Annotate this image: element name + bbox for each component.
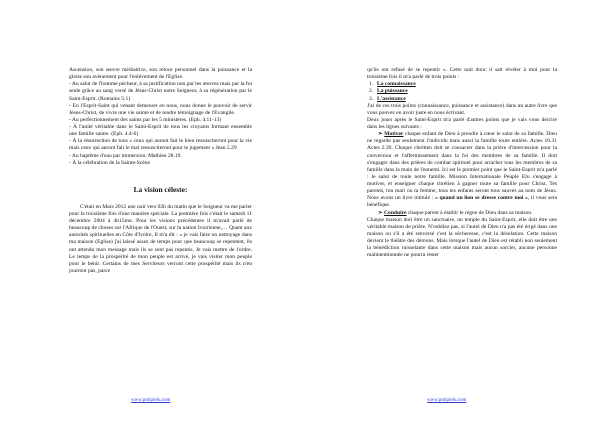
list-label: L'assistance (377, 95, 406, 102)
conduire-label: Conduire (384, 209, 407, 216)
three-points-list (367, 81, 557, 102)
arrow-bullet-icon: ➢ (378, 131, 383, 138)
creed-line: - À l'unité véritable dans le Saint-Esprit de tous les croyants formant ensemble une famille sainte. (Eph. 4.4-6) (69, 124, 252, 138)
conduire-paragraph (367, 210, 557, 217)
list-number: 2. (369, 88, 374, 95)
list-item (367, 88, 557, 95)
creed-line: - À la résurrection de tous « ceux qui auront fait le bien ressusciteront pour la vie mais ceux qui auront fait le mal ressusciteront pour le jugement » Jean 5.29 (69, 138, 252, 152)
right-page (300, 0, 600, 424)
list-number: 3. (369, 95, 374, 102)
list-number: 1. (369, 81, 374, 88)
creed-line: - Au baptême d'eau par immersion. Mathieu 28.19. (69, 152, 182, 159)
motiver-text: chaque enfant de Dieu à prendre à cœur le salut de sa famille. Dieu ne regarde pas seulement l'individu mais aussi la famille toute entière. Actes 16.31 Actes 2.39. Chaque chrétien doit se consacrer dans la prière d'intercession pour la conversion et l'affermissement dans la foi des membres de sa famille. Il doit s'engager dans des prières de combat spirituel pour arracher tous les membres de sa famille dans la main de l'ennemi. Ici est le premier point que le Saint-Esprit m'a parlé : le salut de toute notre famille. Mission Internationale Peuple Elu s'engage à motiver, et enseigner chaque chrétien à gagner toute sa famille pour Christ. Tes parents, ton mari ou ta femme, tous tes enfants seront tous sauvés au nom de Jésus. Nous avons un livre intitulé : (367, 131, 557, 202)
creed-line: Ascension, son œuvre médiatrice, son retour personnel dans la puissance et la gloire son avènement pour l'enlèvement de l'Eglise. (69, 67, 252, 81)
list-label: La connaissance (377, 81, 416, 88)
creed-line: - En l'Esprit-Saint qui venant demeurer en nous, nous donne le pouvoir de servir Jésus-Christ, de vivre une vie sainte et de rendre témoignage de l'Evangile. (69, 102, 252, 116)
vision-paragraph: C'était en Mars 2012 une nuit vers 02h du matin que le Seigneur va me parler pour la troisième fois d'une manière spéciale. La première fois c'était le samedi 11 décembre 2004 à 4h15mn. Pour les visions précédentes il m'avait parlé de beaucoup de choses sur l'Afrique de l'Ouest, sur la nation Ivoirienne,… Quant aux autorités spirituelles en Côte d'Ivoire, Il m'a dit : « je vais faire un nettoyage dans ma maison (Eglise) j'ai laissé assez de temps pour que beaucoup se repentent, ils ont attendu mon message mais ils se sont pas repentis. Je vais mettre de l'ordre. Le temps de la prospérité de mon peuple est arrivé, je vais visiter mon peuple pour le bénir. Certains de mes Serviteurs verront cette prospérité mais ils n'en jouiront pas, parce (69, 203, 252, 274)
footer-link[interactable]: www.pmiplelu.com (131, 398, 171, 403)
paragraph: Chaque maison doit être un sanctuaire, un temple du Saint-Esprit, elle doit être une véritable maison de prière. N'oubliez pas, si l'autel de Dieu n'a pas été érigé dans une maison ou s'il a été renversé c'est la sécheresse, c'est la désolation. Cette maison devient le théâtre des démons. Mais lorsque l'autel de Dieu est rétabli non seulement la bénédiction ruisselante dans cette maison mais aucun sorcier, aucune personne malintentionnée ne pourra rester (367, 216, 557, 259)
motiver-paragraph (367, 131, 557, 209)
section-heading: La vision céleste: (133, 184, 188, 194)
conduire-text: chaque parent à établir le règne de Dieu dans sa maison. (406, 209, 533, 216)
motiver-label: Motiver (384, 131, 404, 138)
list-label: La puissance (377, 88, 408, 95)
footer-link[interactable]: www.pmiplelu.com (427, 398, 467, 403)
book-title: « quand un lion se dresse contre moi » (435, 195, 528, 202)
creed-line: - Au salut de l'homme pécheur, à sa justification non par les œuvres mais par la foi seule grâce au sang versé de Jésus-Christ notre Seigneur, à sa régénération par le Saint-Esprit. (Romains 5:1) (69, 81, 253, 102)
list-item (367, 81, 557, 88)
paragraph: J'ai de ces trois points (connaissance, puissance et assistance) dans un autre livre que vous pouvez en avoir juste en nous écrivant. (367, 102, 557, 116)
creed-line: - Au perfectionnement des saints par les 5 ministères. (Eph. 4.11-13) (69, 116, 222, 123)
intro-paragraph: qu'ils ont refusé de se repentir ». Cette nuit donc il sait révéler à moi pour la troisième fois il m'a parlé de trois points : (367, 67, 557, 81)
paragraph: Deux jours après le Saint-Esprit m'a parlé d'autres points que je vais vous décrire dans les lignes suivants : (367, 116, 557, 130)
left-page-column (69, 67, 252, 275)
right-page-column (367, 67, 557, 259)
arrow-bullet-icon: ➢ (378, 209, 383, 216)
creed-line: - À la célébration de la Sainte-Scène (69, 159, 151, 166)
list-item (367, 96, 557, 103)
motiver-tail: , il vous sera bénéfique. (367, 195, 557, 209)
